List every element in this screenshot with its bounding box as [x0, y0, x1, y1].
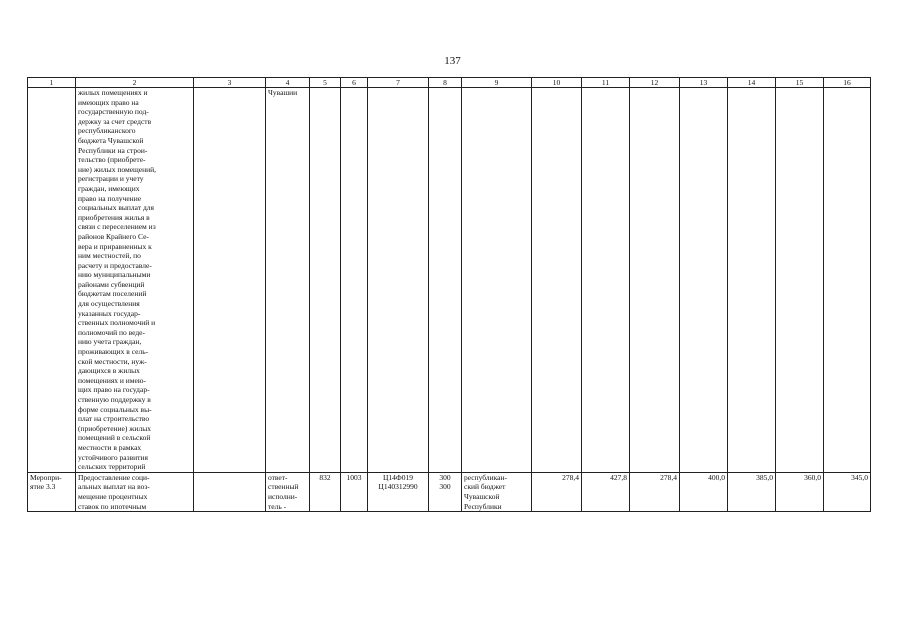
- text-line: держку за счет средств: [78, 116, 152, 126]
- text-line: бюджета Чувашской: [78, 135, 144, 145]
- column-number-row: [28, 78, 871, 88]
- cell-c1: [28, 88, 76, 473]
- text-line: ставок по ипотечным: [78, 501, 147, 511]
- text-line: Меропри-: [30, 472, 62, 482]
- text-line: ский бюджет: [464, 482, 506, 492]
- cell-value-col16: 345,0: [824, 472, 871, 511]
- text-line: ственную поддержку в: [78, 395, 151, 404]
- cell-target-article: [368, 472, 429, 511]
- cell-value-col14: 385,0: [728, 472, 776, 511]
- text-line: исполни-: [268, 491, 298, 501]
- text-line: ственных полномочий и: [78, 318, 156, 328]
- text-line: Ц140312990: [378, 482, 418, 492]
- cell-funding-source: [462, 472, 532, 511]
- cell-c5: [310, 88, 341, 473]
- cell-c8: [429, 88, 462, 473]
- col-number: 2: [76, 78, 194, 88]
- text-line: устойчивого развития: [78, 452, 148, 462]
- text-line: дающихся в жилых: [78, 366, 140, 376]
- text-line: ской местности, нуж-: [78, 356, 147, 366]
- cell-responsible-continued: Чувашии: [266, 88, 310, 473]
- text-line: сельских территорий: [78, 462, 146, 472]
- text-line: Республики: [464, 501, 502, 511]
- cell-section-code: 1003: [341, 472, 368, 511]
- budget-table: [27, 77, 871, 512]
- cell-c9: [462, 88, 532, 473]
- col-number: 10: [532, 78, 582, 88]
- col-number: 8: [429, 78, 462, 88]
- text-line: нию учета граждан,: [78, 337, 142, 347]
- page-number: 137: [444, 55, 461, 67]
- cell-c12: [630, 88, 680, 473]
- text-line: регистрации и учету: [78, 174, 144, 184]
- cell-measure-description: [76, 472, 194, 511]
- cell-c3: [194, 88, 266, 473]
- text-line: связи с переселением из: [78, 222, 156, 232]
- text-line: полномочий по веде-: [78, 327, 146, 337]
- text-line: для осуществления: [78, 299, 140, 309]
- table-row-continued: [28, 88, 871, 473]
- table-row-measure-3-3: [28, 472, 871, 511]
- text-line: указанных государ-: [78, 308, 141, 318]
- text-line: (приобретение) жилых: [78, 423, 151, 433]
- text-line: помещениях и имею-: [78, 375, 146, 385]
- text-line: Предоставление соци-: [78, 472, 150, 482]
- text-line: республикан-: [464, 472, 508, 482]
- cell-measure-name: [28, 472, 76, 511]
- col-number: 12: [630, 78, 680, 88]
- text-line: бюджетам поселений: [78, 289, 147, 299]
- text-line: проживающих в сель-: [78, 347, 149, 357]
- col-number: 15: [776, 78, 824, 88]
- cell-c6: [341, 88, 368, 473]
- text-line: ственный: [268, 482, 299, 492]
- cell-responsible: [266, 472, 310, 511]
- text-line: ние) жилых помещений,: [78, 164, 157, 174]
- col-number: 6: [341, 78, 368, 88]
- text-line: ятие 3.3: [30, 482, 56, 492]
- col-number: 1: [28, 78, 76, 88]
- col-number: 16: [824, 78, 871, 88]
- text-line: 300: [439, 482, 451, 492]
- text-line: социальных выплат для: [78, 203, 154, 213]
- col-number: 3: [194, 78, 266, 88]
- cell-c14: [728, 88, 776, 473]
- col-number: 5: [310, 78, 341, 88]
- text-line: государственную под-: [78, 107, 149, 117]
- text-line: право на получение: [78, 193, 142, 203]
- text-line: мещение процентных: [78, 491, 148, 501]
- col-number: 11: [582, 78, 630, 88]
- cell-c7: [368, 88, 429, 473]
- text-line: районов Крайнего Се-: [78, 231, 149, 241]
- text-line: ответ-: [268, 472, 288, 482]
- text-line: тельство (приобрете-: [78, 155, 146, 165]
- cell-description-continued: [76, 88, 194, 473]
- cell-value-col15: 360,0: [776, 472, 824, 511]
- col-number: 4: [266, 78, 310, 88]
- cell-c3: [194, 472, 266, 511]
- text-line: расчету и предоставле-: [78, 260, 152, 270]
- text-line: Ц14Ф019: [382, 472, 414, 482]
- cell-c13: [680, 88, 728, 473]
- text-line: жилых помещениях и: [78, 88, 148, 97]
- col-number: 14: [728, 78, 776, 88]
- text-line: местности в рамках: [78, 442, 142, 452]
- text-line: районами субвенций: [78, 279, 145, 289]
- text-line: альных выплат на воз-: [78, 482, 150, 492]
- cell-value-col11: 427,8: [582, 472, 630, 511]
- cell-c15: [776, 88, 824, 473]
- text-line: щих право на государ-: [78, 385, 150, 395]
- text-line: тель -: [268, 501, 287, 511]
- cell-value-col10: 278,4: [532, 472, 582, 511]
- text-line: имеющих право на: [78, 97, 139, 107]
- text-line: нию муниципальными: [78, 270, 151, 280]
- text-line: 300: [439, 472, 451, 482]
- text-line: граждан, имеющих: [78, 183, 140, 193]
- col-number: 9: [462, 78, 532, 88]
- text-line: вера и приравненных к: [78, 241, 152, 251]
- text-line: помещений в сельской: [78, 433, 151, 443]
- text-line: Чувашской: [464, 491, 500, 501]
- cell-value-col12: 278,4: [630, 472, 680, 511]
- text-line: республиканского: [78, 126, 136, 136]
- cell-expense-type: [429, 472, 462, 511]
- cell-value-col13: 400,0: [680, 472, 728, 511]
- text-line: форме социальных вы-: [78, 404, 152, 414]
- text-line: плат на строительство: [78, 414, 150, 424]
- text-line: Республики на строи-: [78, 145, 148, 155]
- text-line: ним местностей, по: [78, 251, 141, 261]
- text-line: приобретения жилья в: [78, 212, 150, 222]
- col-number: 13: [680, 78, 728, 88]
- col-number: 7: [368, 78, 429, 88]
- cell-c10: [532, 88, 582, 473]
- cell-c11: [582, 88, 630, 473]
- cell-c16: [824, 88, 871, 473]
- cell-grbs-code: 832: [310, 472, 341, 511]
